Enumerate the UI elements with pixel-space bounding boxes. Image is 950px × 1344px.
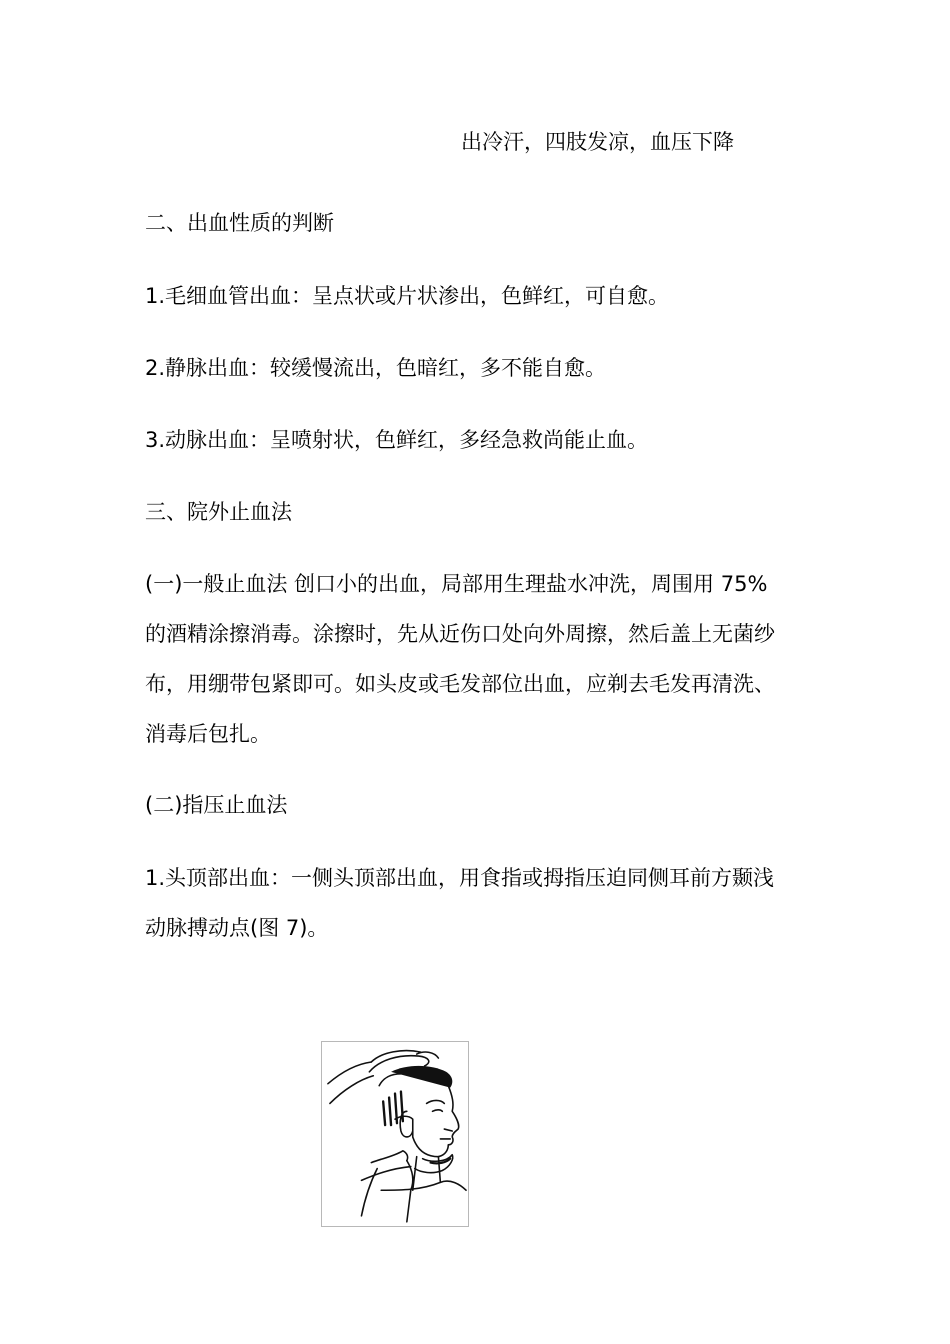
paragraph-line: 1.头顶部出血：一侧头顶部出血，用食指或拇指压迫同侧耳前方颞浅 [145,866,775,890]
continuation-line: 出冷汗，四肢发凉，血压下降 [461,130,734,154]
paragraph-line: 动脉搏动点(图 7)。 [145,916,329,940]
list-item-artery: 3.动脉出血：呈喷射状，色鲜红，多经急救尚能止血。 [145,428,649,452]
list-item-capillary: 1.毛细血管出血：呈点状或片状渗出，色鲜红，可自愈。 [145,284,670,308]
subheading-finger-pressure: (二)指压止血法 [145,793,288,817]
figure-7 [321,1041,469,1227]
paragraph-scalp-bleeding [145,853,815,953]
paragraph-line: (一)一般止血法 创口小的出血，局部用生理盐水冲洗，周围用 75% [145,572,768,596]
paragraph-line: 消毒后包扎。 [145,722,271,746]
paragraph-line: 的酒精涂擦消毒。涂擦时，先从近伤口处向外周擦，然后盖上无菌纱 [145,622,775,646]
section-heading-first-aid: 三、院外止血法 [145,500,292,524]
head-temporal-artery-pressure-illustration-icon [322,1042,468,1226]
list-item-vein: 2.静脉出血：较缓慢流出，色暗红，多不能自愈。 [145,356,607,380]
section-heading-bleeding-type: 二、出血性质的判断 [145,211,334,235]
paragraph-general-method [145,559,815,759]
paragraph-line: 布，用绷带包紧即可。如头皮或毛发部位出血，应剃去毛发再清洗、 [145,672,775,696]
